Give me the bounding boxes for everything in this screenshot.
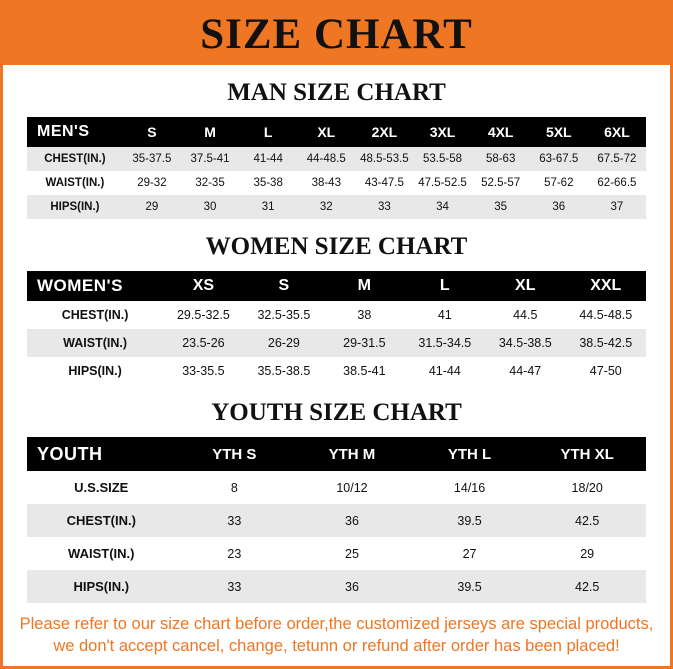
- youth-size-table-wrap: [3, 437, 670, 603]
- header-cell: 4XL: [487, 124, 514, 140]
- table-header-row: [27, 437, 646, 471]
- table-row: [27, 195, 646, 219]
- row-label: CHEST(IN.): [44, 153, 106, 165]
- table-cell: 8: [230, 480, 238, 495]
- table-cell: 47.5-52.5: [418, 177, 467, 189]
- table-cell: 62-66.5: [597, 177, 637, 189]
- table-cell: 53.5-58: [423, 153, 463, 165]
- footer-note: [3, 603, 670, 658]
- women-size-table-wrap: [3, 271, 670, 385]
- table-row: [27, 147, 646, 171]
- women-size-table: [27, 271, 646, 385]
- table-cell: 29: [145, 201, 159, 213]
- table-cell: 36: [552, 201, 566, 213]
- table-cell: 36: [345, 513, 359, 528]
- section-title-women: WOMEN SIZE CHART: [205, 233, 468, 260]
- header-cell: M: [357, 277, 371, 294]
- table-cell: 63-67.5: [539, 153, 579, 165]
- table-cell: 38: [357, 308, 372, 322]
- header-cell: XS: [192, 277, 215, 294]
- table-cell: 44-48.5: [306, 153, 346, 165]
- table-cell: 43-47.5: [364, 177, 404, 189]
- table-cell: 37.5-41: [190, 153, 230, 165]
- table-row: [27, 171, 646, 195]
- table-cell: 58-63: [485, 153, 516, 165]
- row-label: U.S.SIZE: [74, 480, 129, 495]
- table-cell: 44-47: [509, 364, 542, 378]
- header-cell: 6XL: [604, 124, 630, 140]
- table-cell: 67.5-72: [597, 153, 637, 165]
- table-cell: 36: [345, 579, 359, 594]
- row-label: CHEST(IN.): [66, 513, 136, 528]
- header-cell: XL: [317, 124, 336, 140]
- table-cell: 48.5-53.5: [360, 153, 409, 165]
- table-header-row: [27, 117, 646, 147]
- header-cell: L: [439, 277, 450, 294]
- row-label: CHEST(IN.): [61, 308, 129, 322]
- header-cell: 3XL: [429, 124, 456, 140]
- table-cell: 38-43: [311, 177, 341, 189]
- table-row: [27, 504, 646, 537]
- table-row: [27, 537, 646, 570]
- table-cell: 10/12: [336, 480, 368, 495]
- table-cell: 41-44: [428, 364, 461, 378]
- table-cell: 29-31.5: [343, 336, 386, 350]
- table-row: [27, 329, 646, 357]
- header-cell: WOMEN'S: [37, 276, 123, 295]
- table-cell: 38.5-41: [343, 364, 386, 378]
- table-cell: 33: [227, 513, 242, 528]
- header-cell: S: [147, 124, 157, 140]
- footer-note-line-2: we don't accept cancel, change, tetunn or refund after order has been placed!: [53, 637, 620, 656]
- header-cell: YTH M: [328, 445, 376, 463]
- table-cell: 29.5-32.5: [176, 308, 230, 322]
- table-cell: 23.5-26: [182, 336, 225, 350]
- table-cell: 31.5-34.5: [418, 336, 472, 350]
- header-cell: YTH XL: [560, 445, 614, 463]
- man-size-table: [27, 117, 646, 219]
- row-label: WAIST(IN.): [63, 336, 128, 350]
- header-cell: L: [263, 124, 273, 140]
- row-label: WAIST(IN.): [68, 546, 135, 561]
- section-title-youth: YOUTH SIZE CHART: [211, 399, 462, 426]
- table-cell: 39.5: [457, 513, 482, 528]
- table-cell: 32: [319, 201, 333, 213]
- table-cell: 33: [378, 201, 391, 213]
- table-row: [27, 471, 646, 504]
- header-cell: 5XL: [545, 124, 572, 140]
- header-banner: [3, 3, 670, 65]
- table-cell: 35.5-38.5: [257, 364, 311, 378]
- table-cell: 27: [462, 546, 477, 561]
- table-row: [27, 570, 646, 603]
- header-cell: YTH S: [212, 445, 257, 463]
- table-cell: 44.5-48.5: [579, 308, 633, 322]
- man-size-table-wrap: [3, 117, 670, 219]
- section-title-man: MAN SIZE CHART: [227, 79, 446, 106]
- header-cell: 2XL: [371, 124, 398, 140]
- table-row: [27, 357, 646, 385]
- table-cell: 41: [437, 308, 452, 322]
- header-cell: XL: [515, 277, 536, 294]
- table-cell: 37: [610, 201, 624, 213]
- table-cell: 30: [203, 201, 217, 213]
- table-cell: 34: [436, 201, 449, 213]
- table-cell: 35: [494, 201, 508, 213]
- row-label: WAIST(IN.): [45, 177, 105, 189]
- table-cell: 44.5: [513, 308, 538, 322]
- table-cell: 18/20: [571, 480, 603, 495]
- table-cell: 23: [227, 546, 242, 561]
- table-cell: 47-50: [589, 364, 622, 378]
- header-cell: S: [278, 277, 290, 294]
- table-cell: 29-32: [137, 177, 167, 189]
- table-header-row: [27, 271, 646, 301]
- table-cell: 57-62: [544, 177, 574, 189]
- footer-note-line-1: Please refer to our size chart before order,the customized jerseys are special products,: [19, 615, 654, 633]
- table-cell: 26-29: [267, 336, 300, 350]
- row-label: HIPS(IN.): [68, 364, 122, 378]
- table-cell: 38.5-42.5: [579, 336, 633, 350]
- table-cell: 14/16: [453, 480, 486, 495]
- table-cell: 34.5-38.5: [498, 336, 552, 350]
- table-cell: 32-35: [195, 177, 225, 189]
- table-cell: 25: [345, 546, 359, 561]
- header-cell: YTH L: [447, 445, 492, 463]
- header-cell: YOUTH: [37, 443, 103, 464]
- youth-size-table: [27, 437, 646, 603]
- table-cell: 29: [580, 546, 595, 561]
- table-cell: 33-35.5: [182, 364, 225, 378]
- table-cell: 33: [227, 579, 242, 594]
- page-title: SIZE CHART: [200, 10, 473, 58]
- table-cell: 42.5: [575, 513, 600, 528]
- row-label: HIPS(IN.): [73, 579, 130, 594]
- row-label: HIPS(IN.): [50, 201, 100, 213]
- table-cell: 35-37.5: [132, 153, 172, 165]
- table-cell: 41-44: [253, 153, 283, 165]
- table-cell: 35-38: [253, 177, 283, 189]
- table-cell: 32.5-35.5: [257, 308, 311, 322]
- table-cell: 31: [261, 201, 275, 213]
- table-cell: 52.5-57: [481, 177, 521, 189]
- table-cell: 42.5: [575, 579, 600, 594]
- header-cell: MEN'S: [37, 123, 90, 140]
- header-cell: XXL: [590, 277, 622, 294]
- table-row: [27, 301, 646, 329]
- table-cell: 39.5: [457, 579, 482, 594]
- header-cell: M: [204, 124, 216, 140]
